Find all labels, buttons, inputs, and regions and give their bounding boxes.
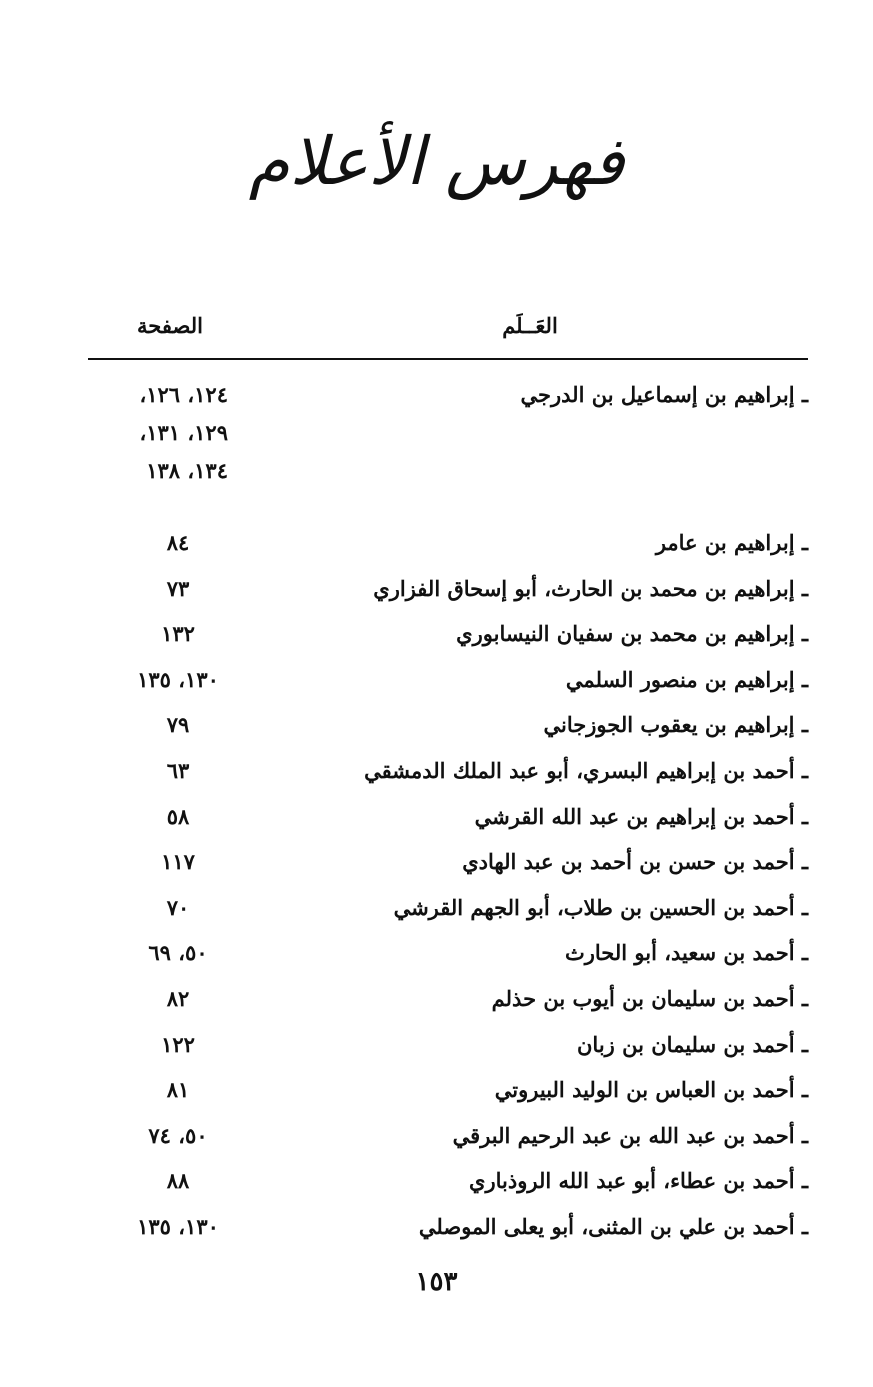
index-entry xyxy=(88,615,808,661)
index-entry xyxy=(88,980,808,1026)
entry-name: ـ أحمد بن عبد الله بن عبد الرحيم البرقي xyxy=(452,1122,808,1148)
entry-name: ـ إبراهيم بن منصور السلمي xyxy=(565,666,808,692)
entry-name: ـ أحمد بن سعيد، أبو الحارث xyxy=(564,940,808,966)
entry-pages: ٥٨ xyxy=(166,803,190,829)
entry-pages: ١٣٢ xyxy=(161,621,195,647)
index-entry xyxy=(88,376,808,524)
index-entry xyxy=(88,1071,808,1117)
index-entry xyxy=(88,934,808,980)
index-entry xyxy=(88,843,808,889)
entry-pages: ٨٤ xyxy=(166,530,190,555)
entry-name: ـ أحمد بن العباس بن الوليد البيروتي xyxy=(494,1077,808,1103)
index-entry xyxy=(88,570,808,616)
header-divider xyxy=(88,358,808,360)
entry-name: ـ إبراهيم بن محمد بن سفيان النيسابوري xyxy=(456,621,808,647)
index-entry xyxy=(88,706,808,752)
entry-pages: ٨٢ xyxy=(166,985,190,1011)
index-entry xyxy=(88,524,808,570)
entry-name: ـ إبراهيم بن إسماعيل بن الدرجي xyxy=(520,382,808,407)
entry-name: ـ أحمد بن إبراهيم البسري، أبو عبد الملك الدمشقي xyxy=(364,757,808,783)
entry-pages: ٨٨ xyxy=(166,1168,190,1194)
entry-pages: ٧٩ xyxy=(166,712,190,738)
entry-pages: ٦٣ xyxy=(166,757,190,783)
entry-name: ـ أحمد بن حسن بن أحمد بن عبد الهادي xyxy=(462,849,808,875)
entry-name: ـ إبراهيم بن محمد بن الحارث، أبو إسحاق الفزاري xyxy=(373,575,808,601)
entry-page-line: ١٢٩، ١٣١، xyxy=(139,420,228,445)
page-title: فهرس الأعلام xyxy=(248,123,625,200)
entry-name: ـ أحمد بن علي بن المثنى، أبو يعلى الموصلي xyxy=(418,1213,808,1239)
index-entry xyxy=(88,1117,808,1163)
entry-pages: ٧٣ xyxy=(166,575,190,601)
index-entry xyxy=(88,1208,808,1254)
index-entry xyxy=(88,1026,808,1072)
entry-name: ـ أحمد بن سليمان بن زبان xyxy=(577,1031,808,1057)
entry-name: ـ أحمد بن عطاء، أبو عبد الله الروذباري xyxy=(469,1168,808,1194)
entry-pages: ٧٠ xyxy=(166,894,190,920)
index-list xyxy=(88,376,808,1254)
entry-name: ـ أحمد بن الحسين بن طلاب، أبو الجهم القرشي xyxy=(393,894,808,920)
entry-name: ـ أحمد بن سليمان بن أيوب بن حذلم xyxy=(491,985,808,1011)
column-header-name: العَــلَم xyxy=(502,313,558,338)
entry-name: ـ أحمد بن إبراهيم بن عبد الله القرشي xyxy=(474,803,808,829)
entry-pages: ٨١ xyxy=(166,1077,190,1103)
index-entry xyxy=(88,798,808,844)
entry-pages xyxy=(108,376,228,490)
entry-page-line: ١٢٤، ١٢٦، xyxy=(139,382,228,407)
column-header-page: الصفحة xyxy=(137,313,203,338)
entry-pages: ١٢٢ xyxy=(161,1031,195,1057)
index-entry xyxy=(88,1162,808,1208)
entry-name: ـ إبراهيم بن عامر xyxy=(655,530,808,555)
index-entry xyxy=(88,752,808,798)
index-entry xyxy=(88,889,808,935)
entry-page-line: ١٣٤، ١٣٨ xyxy=(146,458,228,483)
page-number: ١٥٣ xyxy=(415,1267,458,1297)
entry-pages: ١٣٠، ١٣٥ xyxy=(137,1213,219,1239)
entry-pages: ١٣٠، ١٣٥ xyxy=(137,666,219,692)
index-entry xyxy=(88,661,808,707)
entry-pages: ٥٠، ٧٤ xyxy=(148,1122,208,1148)
entry-name: ـ إبراهيم بن يعقوب الجوزجاني xyxy=(543,712,808,738)
entry-pages: ٥٠، ٦٩ xyxy=(148,940,208,966)
entry-pages: ١١٧ xyxy=(161,849,195,875)
